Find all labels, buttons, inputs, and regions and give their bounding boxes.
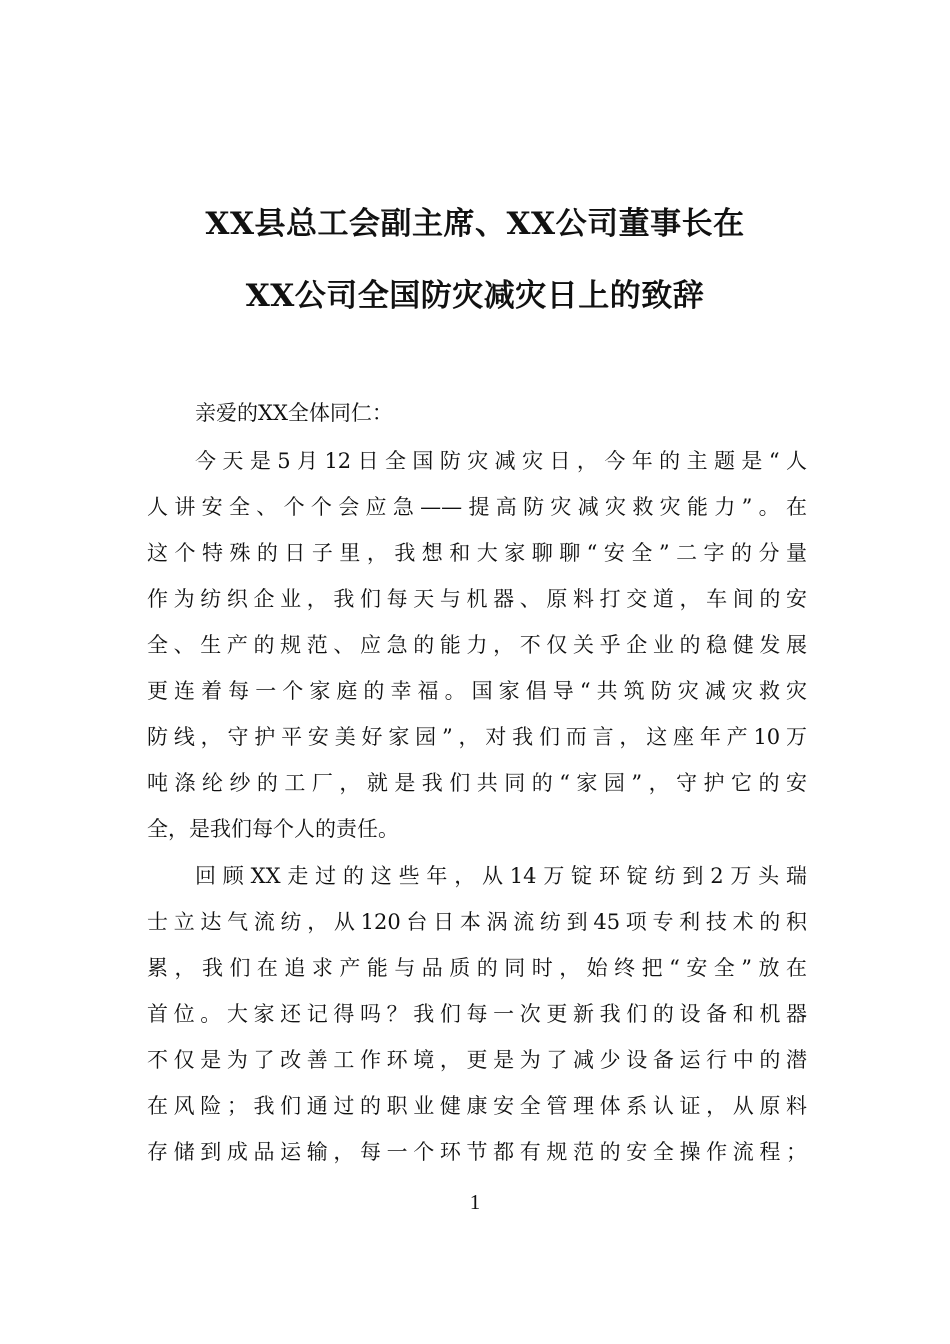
paragraph-1-line: 吨涤纶纱的工厂，就是我们共同的“家园”，守护它的安 xyxy=(147,771,807,795)
paragraph-2-line: 在风险；我们通过的职业健康安全管理体系认证，从原料 xyxy=(147,1094,807,1118)
paragraph-2-line: 不仅是为了改善工作环境，更是为了减少设备运行中的潜 xyxy=(147,1048,807,1072)
title-line-1: XX县总工会副主席、XX公司董事长在 xyxy=(205,206,745,242)
paragraph-1-line: 人讲安全、个个会应急——提高防灾减灾救灾能力”。在 xyxy=(147,495,807,519)
page-number: 1 xyxy=(469,1190,481,1214)
paragraph-1-line: 更连着每一个家庭的幸福。国家倡导“共筑防灾减灾救灾 xyxy=(147,679,807,703)
paragraph-2-line: 存储到成品运输，每一个环节都有规范的安全操作流程； xyxy=(147,1140,807,1164)
paragraph-1-line: 全、生产的规范、应急的能力，不仅关乎企业的稳健发展 xyxy=(147,633,807,657)
paragraph-1-line: 全，是我们每个人的责任。 xyxy=(147,817,399,841)
paragraph-2-line: 首位。大家还记得吗？我们每一次更新我们的设备和机器 xyxy=(147,1002,807,1026)
paragraph-2-line: 回顾XX走过的这些年，从14万锭环锭纺到2万头瑞 xyxy=(195,864,807,888)
paragraph-1-line: 防线，守护平安美好家园”，对我们而言，这座年产10万 xyxy=(147,725,807,749)
paragraph-2-line: 士立达气流纺，从120台日本涡流纺到45项专利技术的积 xyxy=(147,910,807,934)
paragraph-1-line: 今天是5月12日全国防灾减灾日，今年的主题是“人 xyxy=(195,449,807,473)
paragraph-2-line: 累，我们在追求产能与品质的同时，始终把“安全”放在 xyxy=(147,956,807,980)
salutation: 亲爱的XX全体同仁： xyxy=(195,401,393,425)
title-line-2: XX公司全国防灾减灾日上的致辞 xyxy=(245,278,705,314)
paragraph-1-line: 这个特殊的日子里，我想和大家聊聊“安全”二字的分量 xyxy=(147,541,807,565)
paragraph-1-line: 作为纺织企业，我们每天与机器、原料打交道，车间的安 xyxy=(147,587,807,611)
